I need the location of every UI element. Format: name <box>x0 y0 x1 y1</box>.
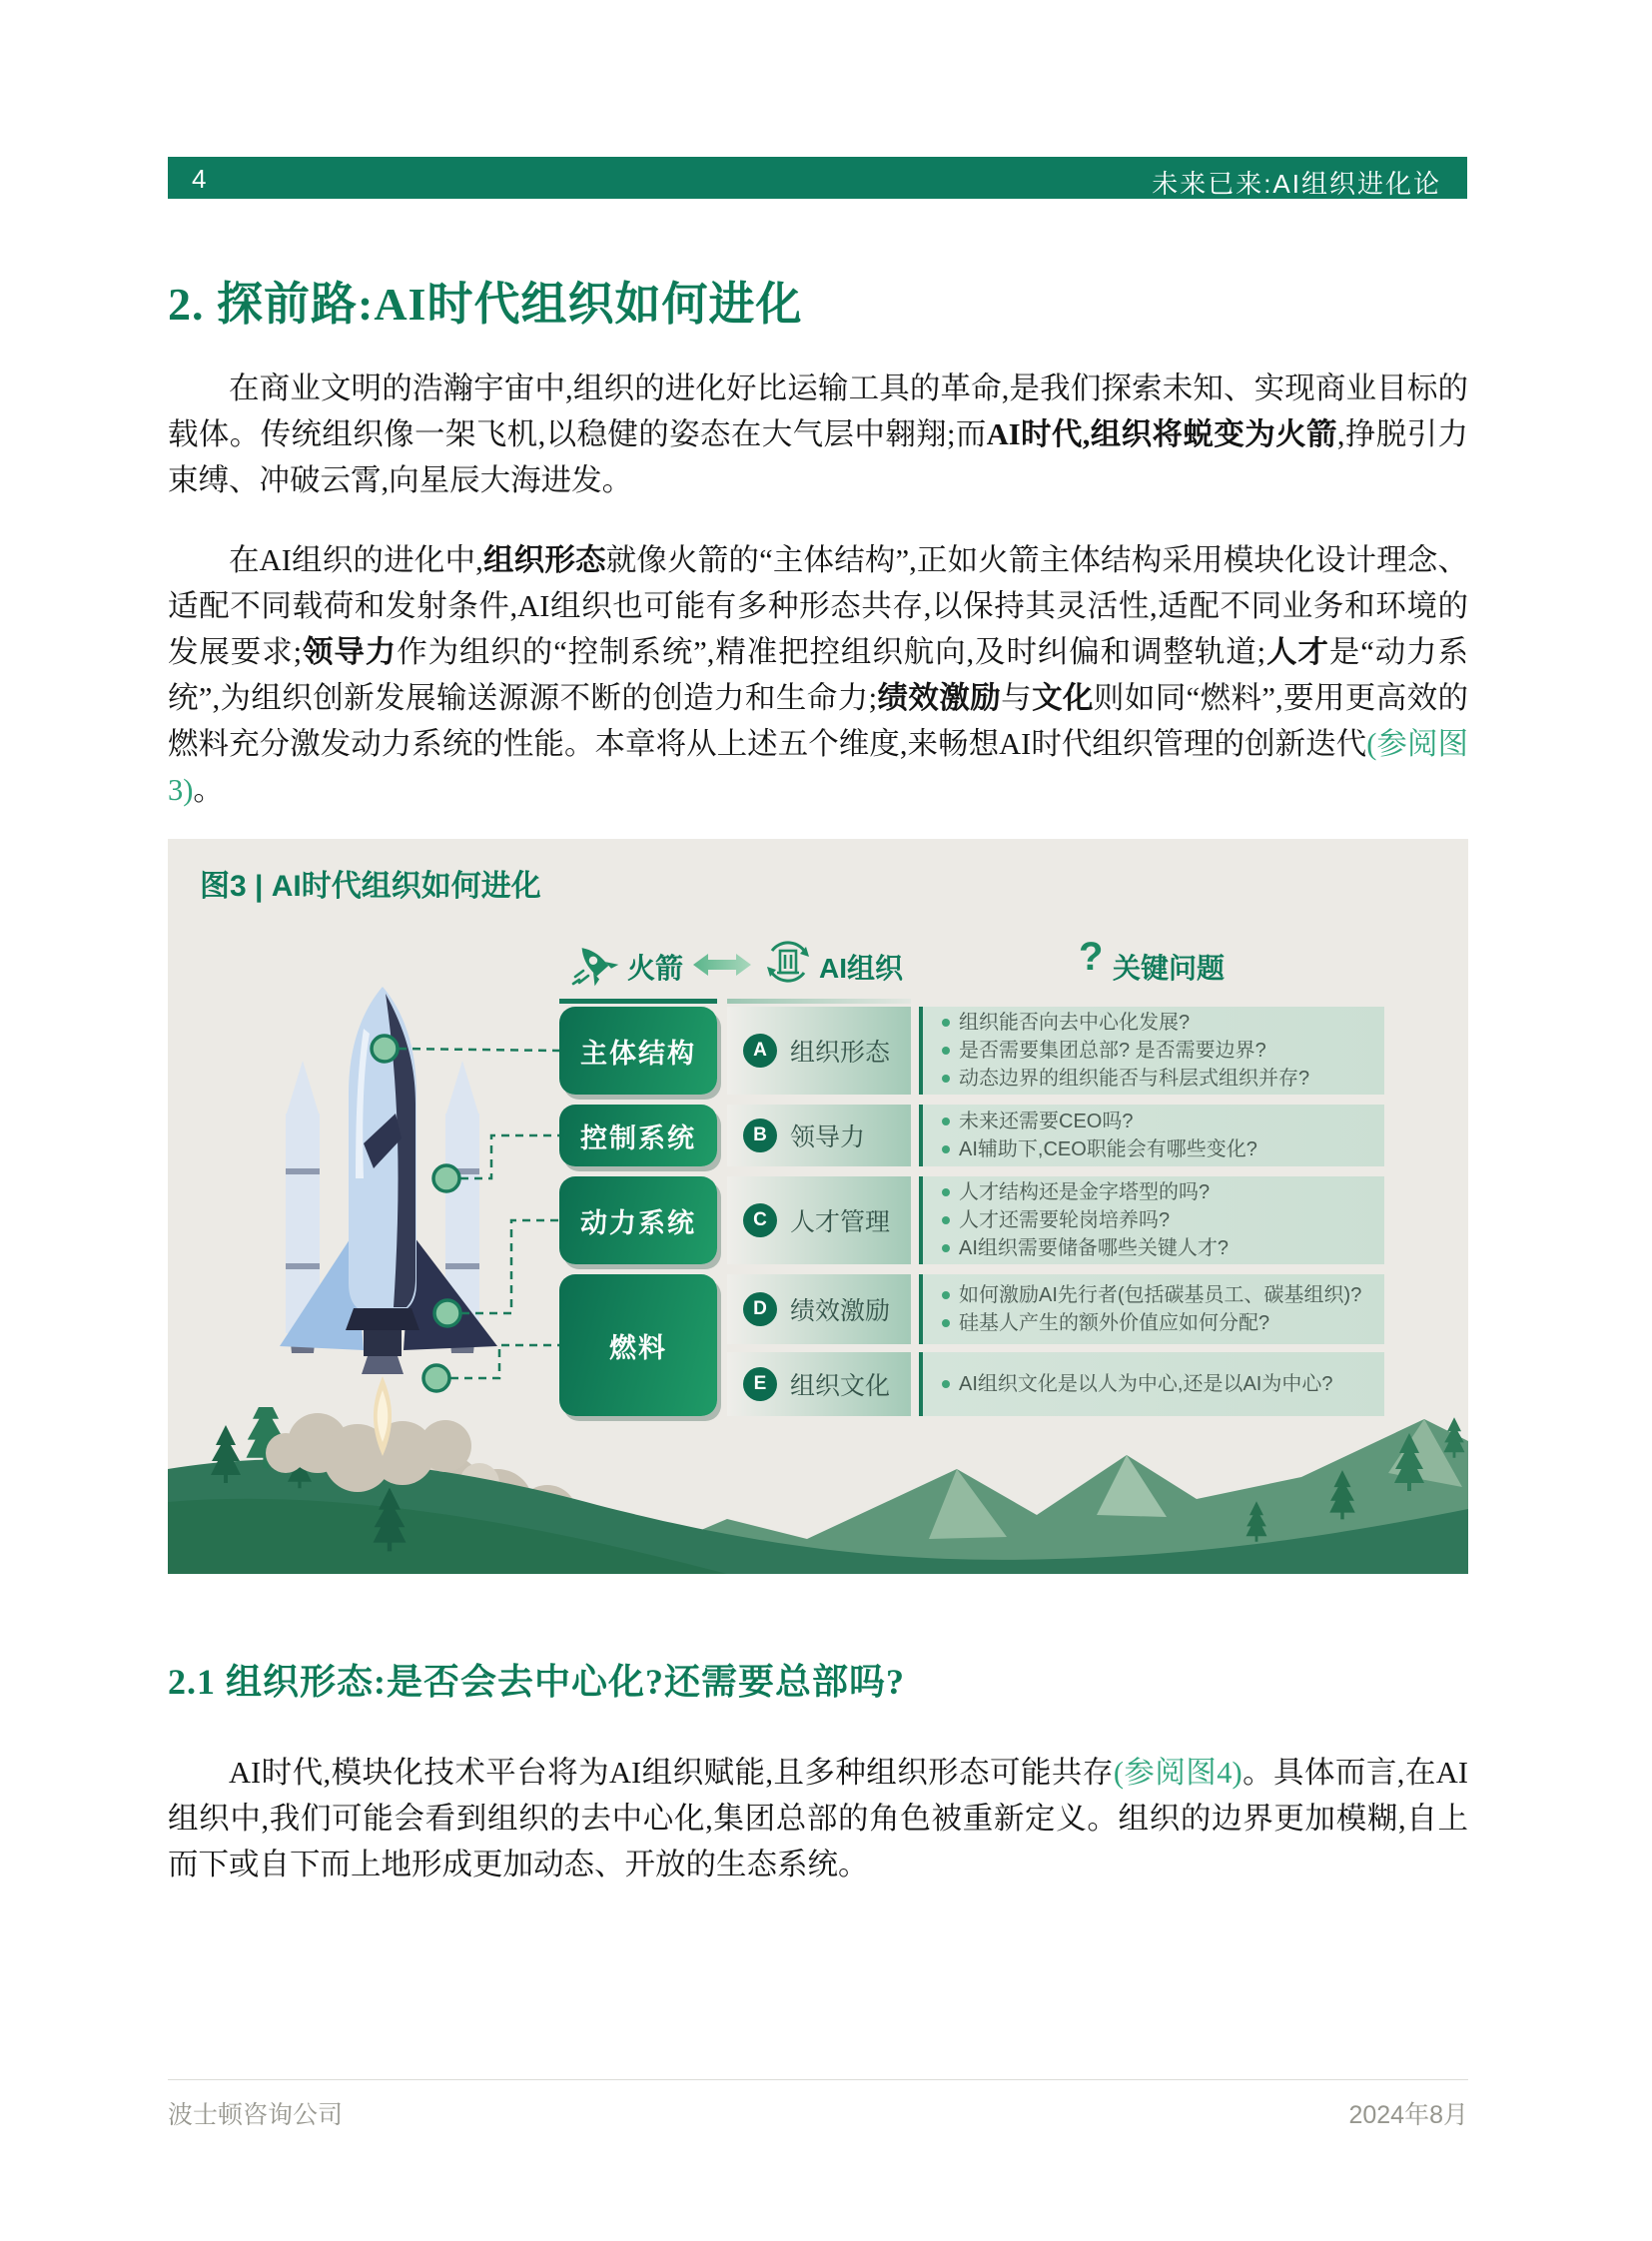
footer-divider <box>168 2079 1468 2080</box>
question-item: 组织能否向去中心化发展? <box>939 1009 1309 1037</box>
aspect-cell <box>727 1007 911 1095</box>
question-panel <box>919 1105 1384 1166</box>
rocket-icon <box>571 939 619 987</box>
figure-3 <box>168 839 1468 1574</box>
aspect-cell <box>727 1105 911 1166</box>
rocket-part-box: 动力系统 <box>559 1176 717 1264</box>
subsection-title: 2.1 组织形态:是否会去中心化?还需要总部吗? <box>168 1662 905 1702</box>
building-cycle-icon <box>763 937 813 987</box>
rocket-part-box: 控制系统 <box>559 1105 717 1166</box>
rocket-illustration <box>168 939 559 1498</box>
letter-badge: E <box>743 1367 777 1401</box>
question-panel <box>919 1352 1384 1416</box>
paragraph-2: 在AI组织的进化中,组织形态就像火箭的“主体结构”,正如火箭主体结构采用模块化设计理念、适配不同载荷和发射条件,AI组织也可能有多种形态共存,以保持其灵活性,适配不同业务和环境的发展要求;领导力作为组织的“控制系统”,精准把控组织航向,及时纠偏和调整轨道;人才是“动力系统”,为组织创新发展输送源源不断的创造力和生命力;绩效激励与文化则如同“燃料”,要用更高效的燃料充分激发动力系统的性能。本章将从上述五个维度,来畅想AI时代组织管理的创新迭代(参阅图3)。 <box>168 543 1469 807</box>
question-item: 如何激励AI先行者(包括碳基员工、碳基组织)? <box>939 1281 1361 1309</box>
figure-title: 图3 | AI时代组织如何进化 <box>200 870 541 903</box>
legend-rocket-label: 火箭 <box>627 953 684 984</box>
page-header-bar <box>168 157 1467 199</box>
aspect-label: 人才管理 <box>790 1208 891 1236</box>
question-mark-icon: ? <box>1079 935 1104 979</box>
question-panel <box>919 1274 1384 1344</box>
question-item: 是否需要集团总部? 是否需要边界? <box>939 1037 1309 1065</box>
letter-badge: D <box>743 1292 777 1326</box>
question-item: 未来还需要CEO吗? <box>939 1108 1257 1135</box>
footer-company: 波士顿咨询公司 <box>168 2101 344 2129</box>
question-item: AI组织需要储备哪些关键人才? <box>939 1234 1229 1262</box>
letter-badge: C <box>743 1203 777 1237</box>
aspect-cell <box>727 1352 911 1416</box>
letter-badge: B <box>743 1119 777 1152</box>
question-item: 硅基人产生的额外价值应如何分配? <box>939 1309 1361 1337</box>
question-panel <box>919 1007 1384 1095</box>
legend-org-label: AI组织 <box>819 953 904 984</box>
rocket-part-box: 燃料 <box>559 1274 717 1416</box>
question-item: 人才还需要轮岗培养吗? <box>939 1206 1229 1234</box>
header-title: 未来已来:AI组织进化论 <box>1152 169 1441 199</box>
aspect-cell <box>727 1274 911 1344</box>
aspect-cell <box>727 1176 911 1264</box>
question-panel <box>919 1176 1384 1264</box>
aspect-label: 组织文化 <box>790 1372 891 1400</box>
rocket-part-box: 主体结构 <box>559 1007 717 1095</box>
aspect-label: 组织形态 <box>790 1039 891 1067</box>
page-number: 4 <box>192 164 207 194</box>
question-item: AI组织文化是以人为中心,还是以AI为中心? <box>939 1370 1332 1398</box>
aspect-label: 绩效激励 <box>790 1297 891 1325</box>
question-item: 人才结构还是金字塔型的吗? <box>939 1178 1229 1206</box>
letter-badge: A <box>743 1034 777 1068</box>
double-arrow-icon <box>691 951 753 979</box>
paragraph-3: AI时代,模块化技术平台将为AI组织赋能,且多种组织形态可能共存(参阅图4)。具体而言,在AI组织中,我们可能会看到组织的去中心化,集团总部的角色被重新定义。组织的边界更加模糊,自上而下或自下而上地形成更加动态、开放的生态系统。 <box>168 1756 1468 1881</box>
column-underline <box>727 999 911 1004</box>
footer-date: 2024年8月 <box>1348 2101 1468 2129</box>
question-item: 动态边界的组织能否与科层式组织并存? <box>939 1065 1309 1093</box>
aspect-label: 领导力 <box>790 1123 866 1151</box>
legend-questions-label: 关键问题 <box>1113 953 1226 984</box>
question-item: AI辅助下,CEO职能会有哪些变化? <box>939 1135 1257 1163</box>
paragraph-1: 在商业文明的浩瀚宇宙中,组织的进化好比运输工具的革命,是我们探索未知、实现商业目标的载体。传统组织像一架飞机,以稳健的姿态在大气层中翱翔;而AI时代,组织将蜕变为火箭,挣脱引力束缚、冲破云霄,向星辰大海进发。 <box>168 372 1468 497</box>
column-underline <box>559 999 717 1004</box>
section-title: 2. 探前路:AI时代组织如何进化 <box>168 279 803 330</box>
